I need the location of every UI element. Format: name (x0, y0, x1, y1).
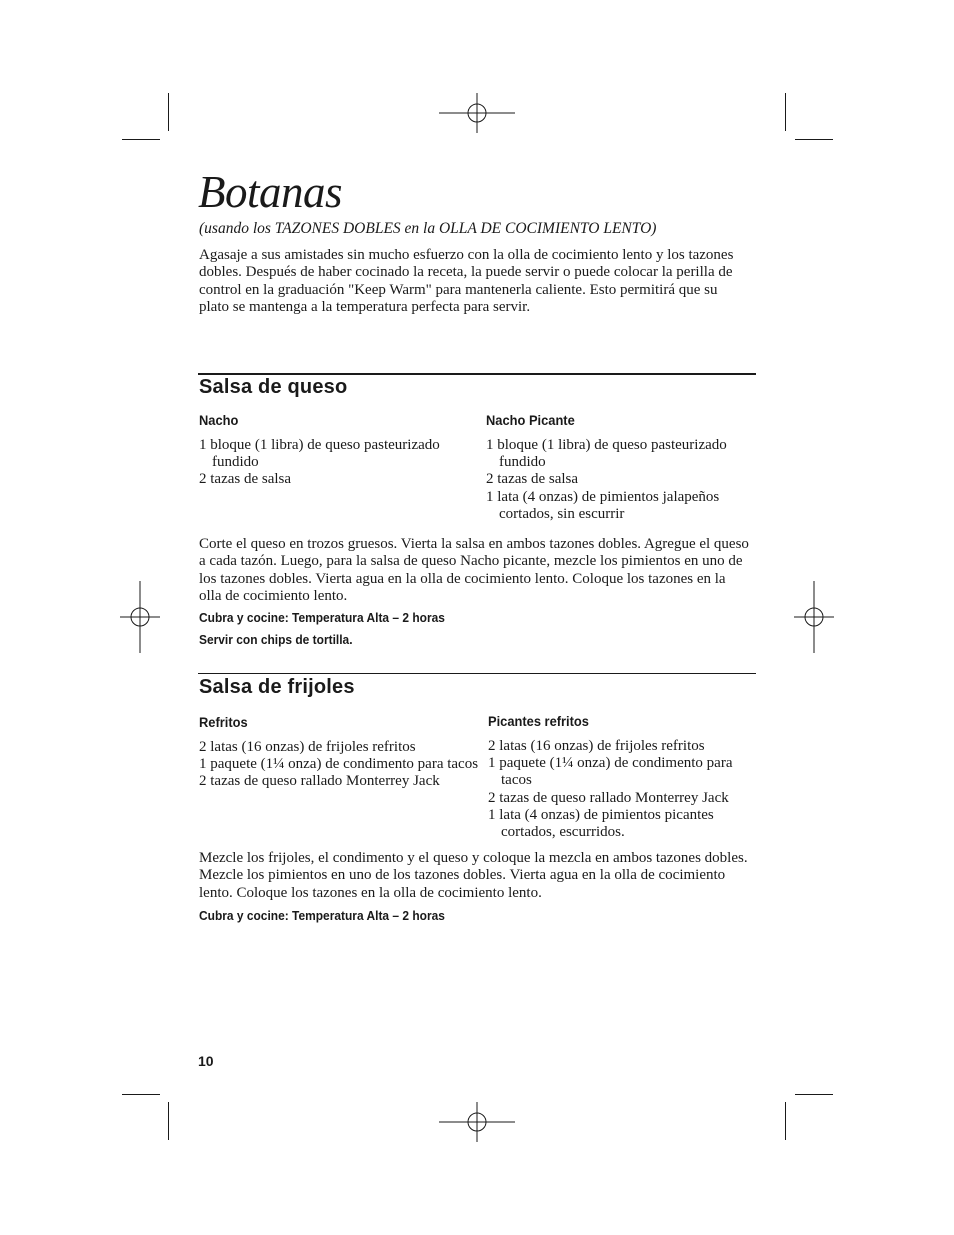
recipe-picantes-refritos (488, 712, 760, 841)
cooking-note: Cubra y cocine: Temperatura Alta – 2 horas (199, 610, 445, 625)
recipe-name: Refritos (199, 714, 248, 730)
serving-note: Servir con chips de tortilla. (199, 632, 353, 647)
ingredient-item: 2 tazas de queso rallado Monterrey Jack (199, 773, 440, 790)
ingredient-item: 1 paquete (1¼ onza) de condimento para tacos (488, 755, 733, 789)
registration-mark-icon (118, 579, 162, 655)
ingredient-item: 1 lata (4 onzas) de pimientos jalapeños cortados, sin escurrir (486, 488, 720, 522)
crop-mark (122, 139, 160, 140)
section-heading-salsa-de-frijoles: Salsa de frijoles (199, 676, 355, 698)
ingredient-list (486, 437, 758, 523)
ingredient-item: 1 paquete (1¼ onza) de condimento para tacos (199, 756, 479, 773)
ingredient-item: 2 latas (16 onzas) de frijoles refritos (488, 738, 705, 754)
ingredient-item: 1 bloque (1 libra) de queso pasteurizado fundido (199, 437, 440, 471)
recipe-refritos (199, 713, 484, 791)
ingredient-item: 2 latas (16 onzas) de frijoles refritos (199, 739, 416, 755)
crop-mark (168, 93, 169, 131)
section-heading-salsa-de-queso: Salsa de queso (199, 376, 348, 398)
recipe-name: Picantes refritos (488, 713, 589, 729)
ingredient-item: 1 bloque (1 libra) de queso pasteurizado fundido (486, 437, 727, 471)
recipe-nacho (199, 411, 479, 489)
page-number: 10 (198, 1053, 214, 1069)
recipe-name: Nacho (199, 412, 239, 428)
section-divider (198, 673, 756, 674)
crop-mark (785, 1102, 786, 1140)
crop-mark (168, 1102, 169, 1140)
crop-mark (795, 1094, 833, 1095)
cooking-note: Cubra y cocine: Temperatura Alta – 2 horas (199, 908, 445, 923)
ingredient-item: 2 tazas de salsa (199, 471, 292, 488)
crop-mark (122, 1094, 160, 1095)
registration-mark-icon (437, 91, 517, 135)
intro-paragraph: Agasaje a sus amistades sin mucho esfuerzo con la olla de cocimiento lento y los tazones dobles. Después de haber cocinado la receta, la puede servir o puede colocar la perilla de control en la graduación "Keep Warm" para mantenerla caliente. Esto permitirá que su plato se mantenga a la temperatura perfecta para servir. (199, 247, 734, 315)
crop-mark (795, 139, 833, 140)
ingredient-list (488, 738, 760, 841)
ingredient-item: 2 tazas de queso rallado Monterrey Jack (488, 789, 729, 806)
ingredient-list (199, 739, 484, 791)
registration-mark-icon (792, 579, 836, 655)
recipe-name: Nacho Picante (486, 412, 575, 428)
page-subtitle: (usando los TAZONES DOBLES en la OLLA DE COCIMIENTO LENTO) (199, 220, 657, 237)
crop-mark (785, 93, 786, 131)
instructions-paragraph: Corte el queso en trozos gruesos. Vierta la salsa en ambos tazones dobles. Agregue el queso a cada tazón. Luego, para la salsa de queso Nacho picante, mezcle los pimientos en uno de los tazones dobles. Vierta agua en la olla de cocimiento lento. Coloque los tazones en la olla de cocimiento lento. (199, 536, 749, 604)
recipe-nacho-picante (486, 411, 758, 523)
page-title: Botanas (198, 167, 343, 217)
ingredient-item: 2 tazas de salsa (486, 471, 579, 488)
ingredient-list (199, 437, 479, 489)
registration-mark-icon (437, 1100, 517, 1144)
instructions-paragraph: Mezcle los frijoles, el condimento y el queso y coloque la mezcla en ambos tazones dobles. Mezcle los pimientos en uno de los tazones dobles. Vierta agua en la olla de cocimiento lento. Coloque los tazones en la olla de cocimiento lento. (199, 850, 748, 901)
ingredient-item: 1 lata (4 onzas) de pimientos picantes cortados, escurridos. (488, 806, 714, 841)
